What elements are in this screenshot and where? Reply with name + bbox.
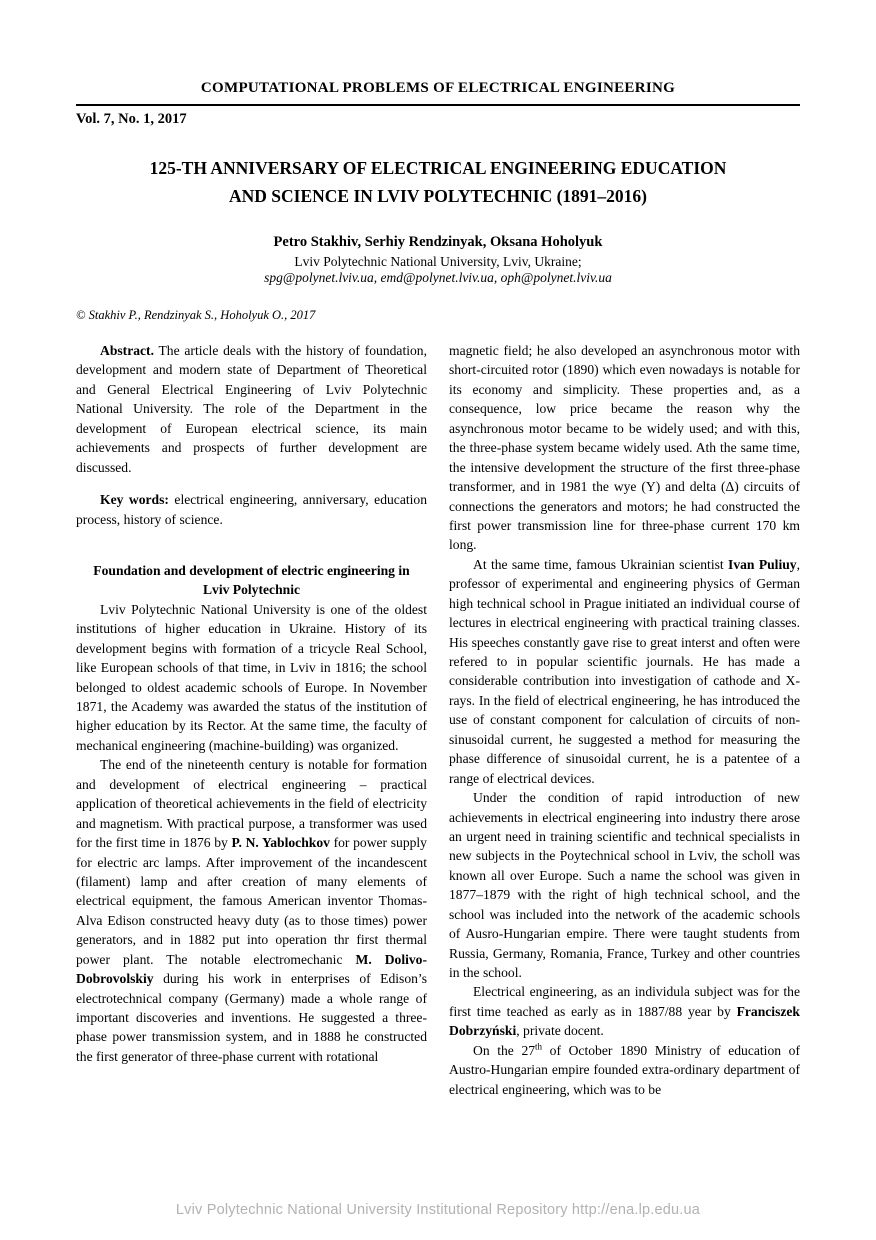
copyright-line: © Stakhiv P., Rendzinyak S., Hoholyuk O., 2017 (76, 308, 316, 322)
journal-name: COMPUTATIONAL PROBLEMS OF ELECTRICAL ENGINEERING (76, 80, 800, 106)
keywords-paragraph: Key words: electrical engineering, anniversary, education process, history of science. (76, 492, 427, 527)
left-column (76, 341, 427, 1099)
body-paragraph: Electrical engineering, as an individula subject was for the first time teached as early as in 1887/88 year by Franciszek Dobrzyński, private docent. (449, 984, 800, 1039)
body-paragraph: magnetic field; he also developed an asynchronous motor with short-circuited rotor (1890) which even nowadays is notable for its economy and simplicity. These properties and, as a consequence, low price became the reason why the asynchronous motor became to be widely used; and with this, the three-phase system became widely used. Ath the same time, the intensive development the structure of the first three-phase transformer, and in 1981 the wye (Y) and delta (Δ) circuits of connections the generators and motors; he had constructed the first power transmission line for three-phase current 170 km long. (449, 343, 800, 553)
body-paragraph: At the same time, famous Ukrainian scientist Ivan Puliuy, professor of experimental and engineering physics of German high technical school in Prague initiated an individual course of lectures in electrical engineering with practical training classes. His speeches constantly gave rise to great interst and often were refered to in popular scientific journals. He has made a considerable contribution into investigation of cathode and X-rays. In the field of electrical engineering, he has introduced the use of constant component for calculation of circuits of non-sinusoidal current, he suggested a method for measuring the phase difference of sinusoidal current, he is a patentee of a range of electrical devices. (449, 556, 800, 786)
repository-footer: Lviv Polytechnic National University Institutional Repository http://ena.lp.edu.ua (175, 1202, 701, 1218)
author-emails: spg@polynet.lviv.ua, emd@polynet.lviv.ua, oph@polynet.lviv.ua (264, 270, 612, 285)
authors-line: Petro Stakhiv, Serhiy Rendzinyak, Oksana Hoholyuk (273, 234, 603, 250)
article-title-line-2: AND SCIENCE IN LVIV POLYTECHNIC (1891–2016) (229, 186, 647, 206)
section-heading: Foundation and development of electric engineering in Lviv Polytechnic (93, 562, 410, 598)
abstract-paragraph: Abstract. The article deals with the history of foundation, development and modern state of Department of Theoretical and General Electrical Engineering of Lviv Polytechnic National University. The role of the Department in the development of European electrical science, its main achievements and prospects of further development are discussed. (76, 343, 427, 475)
volume-issue-line: Vol. 7, No. 1, 2017 (76, 111, 187, 127)
body-paragraph: The end of the nineteenth century is notable for formation and development of electrical engineering – practical application of theoretical achievements in the field of electricity and magnetism. With practical purpose, a transformer was used for the first time in 1876 by P. N. Yablochkov for power supply for electric arc lamps. After improvement of the incandescent (filament) lamp and after creation of many elements of electrical equipment, the famous American inventor Thomas-Alva Edison constructed heavy duty (as to those times) power generators, and in 1882 put into operation thr first thermal power plant. The notable electromechanic M. Dolivo-Dobrovolskiy during his work in enterprises of Edison’s electrotechnical company (Germany) made a whole range of important discoveries and inventions. He suggested a three-phase power transmission system, and in 1888 he constructed the first generator of three-phase current with rotational (76, 757, 427, 1064)
body-paragraph: Under the condition of rapid introduction of new achievements in electrical engineering into industry there arose an urgent need in training scientific and technical specialists in new subjects in the Poytechnical school in Lviv, the scholl was known all over Europe. Such a name the school was given in 1877–1879 with the right of high technical school, and the school was included into the network of the academic schools of Ausro-Hungarian empire. There were taught students from Russia, Germany, Romania, France, Turkey and other countries in the school. (449, 790, 800, 980)
affiliation-line: Lviv Polytechnic National University, Lviv, Ukraine; (294, 254, 582, 269)
body-paragraph: Lviv Polytechnic National University is one of the oldest institutions of higher education in Ukraine. History of its development begins with formation of a tricycle Real School, like European schools of that time, in Lviv in 1816; the school belonged to oldest academic schools of Europe. In November 1871, the Academy was awarded the status of the institution of higher education by its Rector. At the same time, the faculty of mechanical engineering (machine-building) was organized. (76, 601, 427, 753)
journal-header (76, 80, 800, 128)
article-title (76, 154, 800, 210)
body-paragraph: On the 27th of October 1890 Ministry of education of Austro-Hungarian empire founded extra-ordinary department of electrical engineering, which was to be (449, 1041, 800, 1097)
right-column (449, 341, 800, 1099)
article-title-line-1: 125-TH ANNIVERSARY OF ELECTRICAL ENGINEERING EDUCATION (149, 158, 727, 178)
two-column-body (76, 341, 800, 1099)
